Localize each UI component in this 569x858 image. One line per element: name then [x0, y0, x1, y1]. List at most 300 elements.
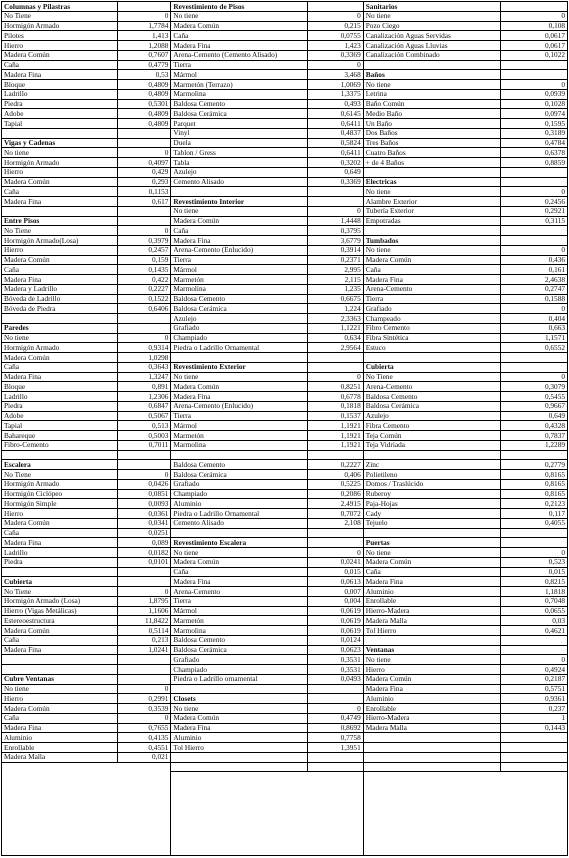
item-label [364, 743, 501, 752]
table-row [2, 187, 170, 197]
table-row [364, 392, 567, 402]
item-label: Aluminio [364, 587, 501, 596]
item-value: 0,6378 [544, 148, 566, 157]
item-label: Marmolina [171, 90, 307, 99]
item-value [501, 636, 567, 645]
table-row [364, 548, 567, 558]
item-value: 0,0493 [340, 674, 361, 684]
item-label: Arena-Cemento (Enlucido) [171, 246, 307, 255]
table-row [2, 100, 170, 110]
table-row [171, 616, 362, 626]
item-value: 0,2921 [544, 206, 566, 216]
table-row [2, 714, 170, 724]
item-value: 0,117 [548, 509, 566, 518]
item-value: 0 [164, 11, 169, 21]
item-label: Canalización Aguas Servidas [364, 31, 501, 40]
item-label: No Tiene [2, 587, 118, 596]
table-row [2, 275, 170, 285]
item-value: 0,891 [151, 382, 169, 391]
item-label: Hormigón Armado (Losa) [2, 597, 118, 606]
section-header-row [171, 363, 362, 373]
item-label: Baldosa Cerámica [364, 402, 501, 411]
item-label: Arena-Cemento [171, 587, 307, 596]
table-row [171, 304, 362, 314]
empty-row [2, 314, 170, 324]
item-label: Arena-Cemento [364, 382, 501, 391]
item-label: Tol Hierro [171, 743, 307, 752]
item-label: No tiene [364, 80, 501, 89]
item-value: 0,493 [344, 99, 361, 109]
empty-row [171, 451, 362, 461]
item-value: 1,0298 [148, 353, 169, 362]
item-value: 0,436 [548, 255, 566, 265]
table-row [364, 587, 567, 597]
item-value: 0,0617 [544, 41, 566, 50]
table-row [2, 373, 170, 383]
item-value: 0,663 [548, 323, 566, 333]
empty-row [171, 529, 362, 539]
item-value: 0,015 [548, 567, 566, 577]
table-row [364, 100, 567, 110]
item-label [171, 187, 307, 196]
table-row [171, 548, 362, 558]
table-row [364, 665, 567, 675]
item-value: 0,7011 [148, 440, 169, 450]
item-value: 1,235 [344, 284, 361, 294]
table-row [171, 343, 362, 353]
item-value: 0,237 [548, 704, 566, 713]
table-row [2, 733, 170, 743]
table-row [171, 256, 362, 266]
item-value: 0,3202 [340, 158, 361, 167]
section-title: Ventanas [364, 646, 501, 655]
item-value [118, 655, 170, 664]
item-label [364, 733, 501, 742]
item-value: 0,4809 [148, 109, 169, 118]
item-value [118, 2, 170, 11]
item-label: Hormigón Armado [2, 480, 118, 489]
item-value: 0,021 [151, 752, 169, 762]
item-value: 0,0251 [148, 528, 169, 538]
table-row [171, 402, 362, 412]
item-value [118, 568, 170, 577]
item-label: Hierro [2, 246, 118, 255]
section-title: Electricas [364, 178, 501, 187]
item-value: 0 [164, 587, 169, 596]
item-value: 1,224 [344, 304, 361, 313]
table-row [364, 246, 567, 256]
item-value: 0 [561, 655, 566, 664]
item-label: Polietileno [364, 470, 501, 479]
item-value: 0,7837 [544, 431, 566, 440]
item-value: 0,1818 [340, 401, 361, 411]
table-row [171, 704, 362, 714]
item-value: 0,7607 [148, 50, 169, 60]
item-label: Tierra [364, 295, 501, 304]
item-value: 0 [561, 187, 566, 196]
table-row [2, 295, 170, 305]
section-title: Puertas [364, 538, 501, 547]
item-value [308, 753, 363, 762]
section-title: Revestimiento de Pisos [171, 2, 307, 11]
empty-row [171, 753, 362, 763]
item-label: Canalización Combinado [364, 51, 501, 60]
item-value: 0 [357, 548, 361, 557]
item-label: Cemento Alisado [171, 178, 307, 187]
table-row [171, 412, 362, 422]
section-title: Cubierta [2, 577, 118, 586]
item-value: 0,8859 [544, 158, 566, 167]
item-label [364, 353, 501, 362]
item-value: 0 [164, 148, 169, 157]
item-value: 0,1588 [544, 294, 566, 304]
table-row [2, 51, 170, 61]
section-title: Cubierta [364, 363, 501, 372]
section-header-row [171, 197, 362, 207]
item-value: 0,213 [151, 635, 169, 645]
table-row [364, 295, 567, 305]
item-label: Madera Malla [364, 724, 501, 733]
item-value: 0,0619 [340, 606, 361, 616]
table-row [2, 109, 170, 119]
item-value: 0,9361 [544, 694, 566, 703]
item-value [501, 70, 567, 79]
item-label: Grafiado [364, 304, 501, 313]
section-title: Cubre Ventanas [2, 675, 118, 684]
item-value: 0,4809 [148, 80, 169, 89]
table-row [2, 421, 170, 431]
table-row [2, 90, 170, 100]
item-value: 0 [561, 304, 566, 313]
empty-row [364, 753, 567, 763]
item-value: 1,4448 [340, 216, 361, 226]
table-row [171, 655, 362, 665]
table-row [364, 558, 567, 568]
item-label [171, 353, 307, 362]
item-label [364, 61, 501, 70]
table-row [364, 148, 567, 158]
table-row [171, 714, 362, 724]
item-label: Mármol [171, 70, 307, 79]
item-value: 0,161 [548, 265, 566, 274]
table-row [171, 499, 362, 509]
table-row [2, 197, 170, 207]
table-row [364, 704, 567, 714]
item-value: 0 [164, 333, 169, 343]
item-value: 0,0619 [340, 626, 361, 635]
item-value: 0,404 [548, 314, 566, 323]
item-label: Madera Común [171, 22, 307, 31]
table-row [171, 558, 362, 568]
table-row [2, 168, 170, 178]
item-label: Hierro (Vigas Metálicas) [2, 607, 118, 616]
item-value: 0,4097 [148, 158, 169, 167]
table-row [364, 304, 567, 314]
table-row [171, 246, 362, 256]
item-label [2, 207, 118, 216]
table-row [364, 334, 567, 344]
item-label: Arena-Cemento (Cemento Alisado) [171, 51, 307, 60]
item-value: 0,0851 [148, 489, 169, 499]
item-value: 0 [357, 704, 361, 713]
item-label: No tiene [171, 12, 307, 21]
item-value [118, 207, 170, 216]
item-value: 0,0426 [148, 479, 169, 489]
item-label: Baldosa Cemento [364, 392, 501, 401]
item-value [308, 529, 363, 538]
item-label: Madera Común [2, 353, 118, 362]
section-title: Tumbados [364, 236, 501, 245]
table-row [364, 509, 567, 519]
table-row [364, 197, 567, 207]
item-label: Bóveda de Ladrillo [2, 295, 118, 304]
item-label [364, 168, 501, 177]
table-row [171, 285, 362, 295]
item-label: Empotradas [364, 217, 501, 226]
item-value: 0,4621 [544, 626, 566, 635]
item-value [501, 763, 567, 772]
table-row [171, 373, 362, 383]
item-value [501, 363, 567, 372]
item-label: Madera Fina [2, 538, 118, 547]
item-value [501, 743, 567, 752]
item-value: 1,3247 [148, 372, 169, 382]
item-value: 0 [357, 60, 361, 70]
empty-row [2, 129, 170, 139]
section-header-row [2, 324, 170, 334]
item-value: 0,0101 [148, 557, 169, 567]
item-label: Baldosa Cerámica [171, 470, 307, 479]
item-value: 1 [561, 713, 566, 723]
item-label: Marmolina [171, 285, 307, 294]
item-value: 0 [164, 470, 169, 479]
section-title: Paredes [2, 324, 118, 333]
item-value: 1,1921 [340, 421, 361, 430]
item-value: 1,8795 [148, 596, 169, 606]
table-row [364, 412, 567, 422]
item-label [364, 753, 501, 762]
table-row [2, 529, 170, 539]
item-value: 1,1921 [340, 440, 361, 450]
section-header-row [364, 2, 567, 12]
table-row [364, 685, 567, 695]
empty-row [364, 743, 567, 753]
table-row [171, 31, 362, 41]
item-value: 0,4924 [544, 665, 566, 674]
item-label: Caña [171, 226, 307, 235]
item-label: Hormigón Armado [2, 343, 118, 352]
item-label: Marmolina [171, 441, 307, 450]
item-label: Caña [2, 363, 118, 372]
item-value [308, 685, 363, 694]
item-label: Piedra [2, 100, 118, 109]
empty-row [171, 685, 362, 695]
item-value: 0,0182 [148, 548, 169, 557]
item-label: No Tiene [2, 226, 118, 235]
item-label: Hormigón Ciclópeo [2, 490, 118, 499]
section-title: Closets [171, 694, 307, 703]
item-value: 0,4135 [148, 733, 169, 742]
table-row [171, 480, 362, 490]
section-title: Vigas y Cadenas [2, 139, 118, 148]
item-label: Tierra [171, 61, 307, 70]
item-label: Cuatro Baños [364, 148, 501, 157]
item-value: 0,1537 [340, 411, 361, 421]
item-label: Marmetón [171, 431, 307, 440]
item-value: 0,5824 [340, 138, 361, 148]
item-value: 0,5301 [148, 99, 169, 109]
table-row [2, 12, 170, 22]
table-row [171, 733, 362, 743]
table-row [364, 714, 567, 724]
section-header-row [171, 2, 362, 12]
table-row [2, 363, 170, 373]
item-label: Parquet [171, 119, 307, 128]
item-label: Cady [364, 509, 501, 518]
item-value: 0,5003 [148, 431, 169, 440]
item-label: Hierro-Madera [364, 607, 501, 616]
item-label: Madera Común [2, 256, 118, 265]
table-row [364, 90, 567, 100]
item-label: Tierra [171, 597, 307, 606]
item-label: Champiado [171, 490, 307, 499]
item-value: 0,3079 [544, 382, 566, 391]
item-value [308, 363, 363, 372]
item-label [364, 529, 501, 538]
item-label: Madera Común [2, 626, 118, 635]
table-column-2 [171, 2, 363, 855]
item-label: Hormigón Simple [2, 499, 118, 508]
item-label: Baldosa Cerámica [171, 304, 307, 313]
item-value: 0,3369 [340, 177, 361, 187]
item-value: 0,108 [548, 21, 566, 31]
item-value: 1,1221 [340, 323, 361, 333]
empty-row [171, 187, 362, 197]
item-label: Hierro [2, 694, 118, 703]
item-value: 0,015 [344, 567, 361, 577]
table-row [171, 460, 362, 470]
section-title: Revestimiento Escalera [171, 538, 307, 547]
item-value: 0 [561, 548, 566, 557]
item-label: Piedra o Ladrillo Ornamental [171, 343, 307, 352]
table-row [2, 256, 170, 266]
coefficients-table [1, 1, 568, 856]
item-value: 0,6406 [148, 304, 169, 313]
item-value: 0,5751 [544, 684, 566, 694]
empty-row [171, 353, 362, 363]
table-row [171, 217, 362, 227]
table-row [364, 431, 567, 441]
item-label: Piedra [2, 558, 118, 567]
item-value: 0,1443 [544, 723, 566, 733]
table-row [364, 480, 567, 490]
table-row [171, 314, 362, 324]
item-label [2, 314, 118, 323]
item-value: 0,4749 [340, 713, 361, 723]
item-label [2, 655, 118, 664]
item-label: Enrollable [364, 704, 501, 713]
table-row [171, 646, 362, 656]
section-header-row [2, 139, 170, 149]
table-row [2, 236, 170, 246]
item-value [308, 538, 363, 547]
table-row [2, 694, 170, 704]
item-label: Tierra [171, 412, 307, 421]
table-row [364, 382, 567, 392]
item-label: No Tiene [364, 373, 501, 382]
item-label: Champeado [364, 314, 501, 323]
item-label: Caña [2, 187, 118, 196]
table-row [364, 285, 567, 295]
item-value: 0,03 [552, 616, 566, 625]
item-value: 0,3914 [340, 245, 361, 255]
table-row [364, 626, 567, 636]
item-value: 0,7048 [544, 596, 566, 606]
table-row [364, 256, 567, 266]
table-row [2, 382, 170, 392]
table-row [171, 607, 362, 617]
item-label: Tejuelo [364, 519, 501, 528]
item-value: 0,1022 [544, 50, 566, 60]
item-value: 0,617 [151, 197, 169, 206]
item-label: No tiene [171, 207, 307, 216]
item-value [118, 314, 170, 323]
item-value [501, 733, 567, 742]
item-label: Caña [2, 265, 118, 274]
item-label: Grafiado [171, 480, 307, 489]
section-header-row [2, 217, 170, 227]
item-label: Teja Vidriada [364, 441, 501, 450]
item-value: 0,5225 [340, 479, 361, 489]
table-row [171, 392, 362, 402]
table-row [364, 187, 567, 197]
item-label: Dos Baños [364, 129, 501, 138]
table-row [2, 587, 170, 597]
item-value: 0,8165 [544, 489, 566, 499]
item-value: 0,0124 [340, 635, 361, 645]
item-value: 0,6847 [148, 401, 169, 411]
table-row [2, 499, 170, 509]
table-row [171, 129, 362, 139]
item-label: Madera Común [2, 51, 118, 60]
item-value: 0,8165 [544, 470, 566, 479]
table-row [2, 441, 170, 451]
item-label: Madera Común [364, 256, 501, 265]
item-label: Tapial [2, 119, 118, 128]
item-value [501, 178, 567, 187]
item-label: Madera Fina [171, 724, 307, 733]
table-row [364, 470, 567, 480]
item-value: 0,9667 [544, 401, 566, 411]
item-value: 0 [561, 80, 566, 89]
item-value: 0,8215 [544, 577, 566, 586]
item-value: 0,215 [344, 21, 361, 31]
item-label: Teja Común [364, 431, 501, 440]
item-label: Piedra o Ladrillo Ornamental [171, 509, 307, 518]
item-label: Madera Común [2, 704, 118, 713]
empty-row [364, 61, 567, 71]
item-label: Marmetón [171, 275, 307, 284]
item-label [171, 763, 307, 772]
table-row [2, 636, 170, 646]
table-row [171, 61, 362, 71]
item-label: Letrina [364, 90, 501, 99]
item-label: Piedra o Ladrillo ornamental [171, 675, 307, 684]
item-label: Madera Fina [2, 724, 118, 733]
empty-row [364, 763, 567, 773]
item-label: Ladrillo [2, 392, 118, 401]
table-row [2, 61, 170, 71]
